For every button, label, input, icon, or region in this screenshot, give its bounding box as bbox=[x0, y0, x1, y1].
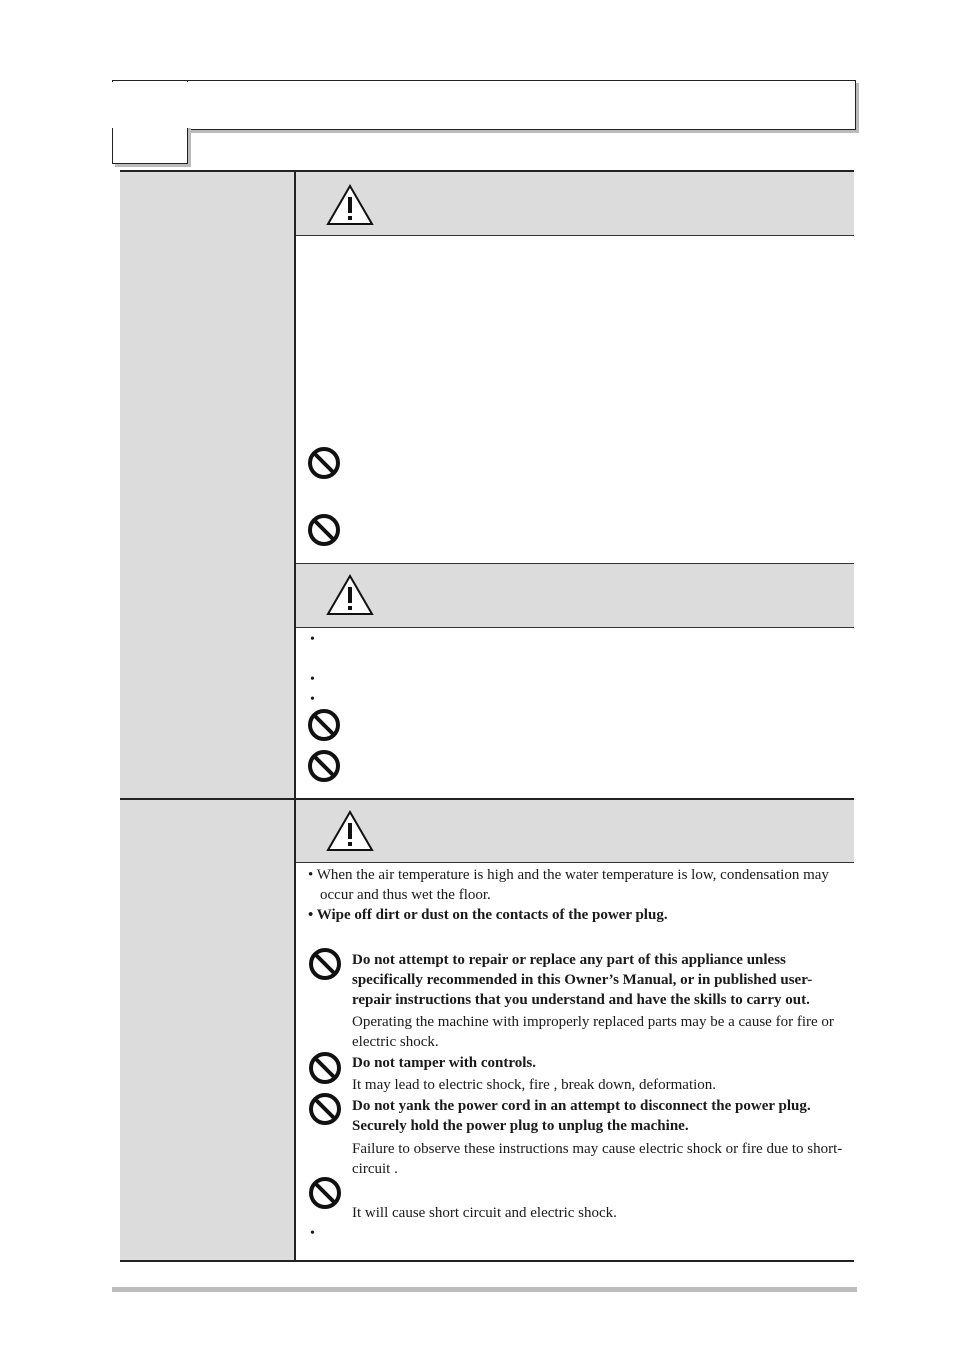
warning-triangle-icon bbox=[326, 574, 374, 616]
prohibition-icon bbox=[308, 947, 342, 981]
prohibition-heading: Do not yank the power cord in an attempt to disconnect the power plug. bbox=[352, 1098, 811, 1114]
footer-bar bbox=[112, 1287, 857, 1292]
prohibition-icon bbox=[308, 1051, 342, 1085]
prohibition-heading: Securely hold the power plug to unplug the machine. bbox=[352, 1118, 689, 1134]
prohibition-detail: It will cause short circuit and electric shock. bbox=[352, 1205, 617, 1221]
prohibition-icon bbox=[307, 513, 341, 547]
prohibition-detail: electric shock. bbox=[352, 1034, 439, 1050]
bullet: • bbox=[310, 692, 315, 707]
prohibition-heading: Do not attempt to repair or replace any part of this appliance unless bbox=[352, 952, 786, 968]
note-line: occur and thus wet the floor. bbox=[320, 887, 491, 903]
prohibition-detail: It may lead to electric shock, fire , break down, deformation. bbox=[352, 1077, 717, 1093]
bullet: • bbox=[310, 672, 315, 687]
prohibition-icon bbox=[307, 708, 341, 742]
note-line: • When the air temperature is high and the water temperature is low, condensation may bbox=[308, 867, 829, 883]
warning-triangle-icon bbox=[326, 184, 374, 226]
warning-triangle-icon bbox=[326, 810, 374, 852]
prohibition-detail: Operating the machine with improperly replaced parts may be a cause for fire or bbox=[352, 1014, 834, 1030]
prohibition-detail: circuit . bbox=[352, 1161, 398, 1177]
band-1-rule bbox=[296, 235, 854, 236]
band-2-rule bbox=[296, 627, 854, 628]
prohibition-icon bbox=[307, 749, 341, 783]
section-1-sidebar bbox=[120, 171, 294, 798]
prohibition-heading: specifically recommended in this Owner’s Manual, or in published user- bbox=[352, 972, 813, 988]
prohibition-icon bbox=[307, 446, 341, 480]
prohibition-heading: Do not tamper with controls. bbox=[352, 1055, 537, 1071]
table-bottom-rule bbox=[120, 1260, 854, 1262]
prohibition-heading: repair instructions that you understand and have the skills to carry out. bbox=[352, 992, 810, 1008]
band-3-rule bbox=[296, 862, 854, 863]
warning-band-1 bbox=[296, 172, 854, 235]
section-2-sidebar bbox=[120, 800, 294, 1261]
header-frame-inner bbox=[112, 82, 852, 128]
column-divider bbox=[294, 171, 296, 1261]
prohibition-detail: Failure to observe these instructions may cause electric shock or fire due to short- bbox=[352, 1141, 843, 1157]
bullet: • bbox=[310, 632, 315, 647]
warning-band-2 bbox=[296, 564, 854, 627]
bullet: • bbox=[310, 1226, 315, 1241]
prohibition-icon bbox=[308, 1092, 342, 1126]
prohibition-icon bbox=[308, 1176, 342, 1210]
note-line: • Wipe off dirt or dust on the contacts of the power plug. bbox=[308, 907, 668, 923]
warning-band-3 bbox=[296, 800, 854, 862]
